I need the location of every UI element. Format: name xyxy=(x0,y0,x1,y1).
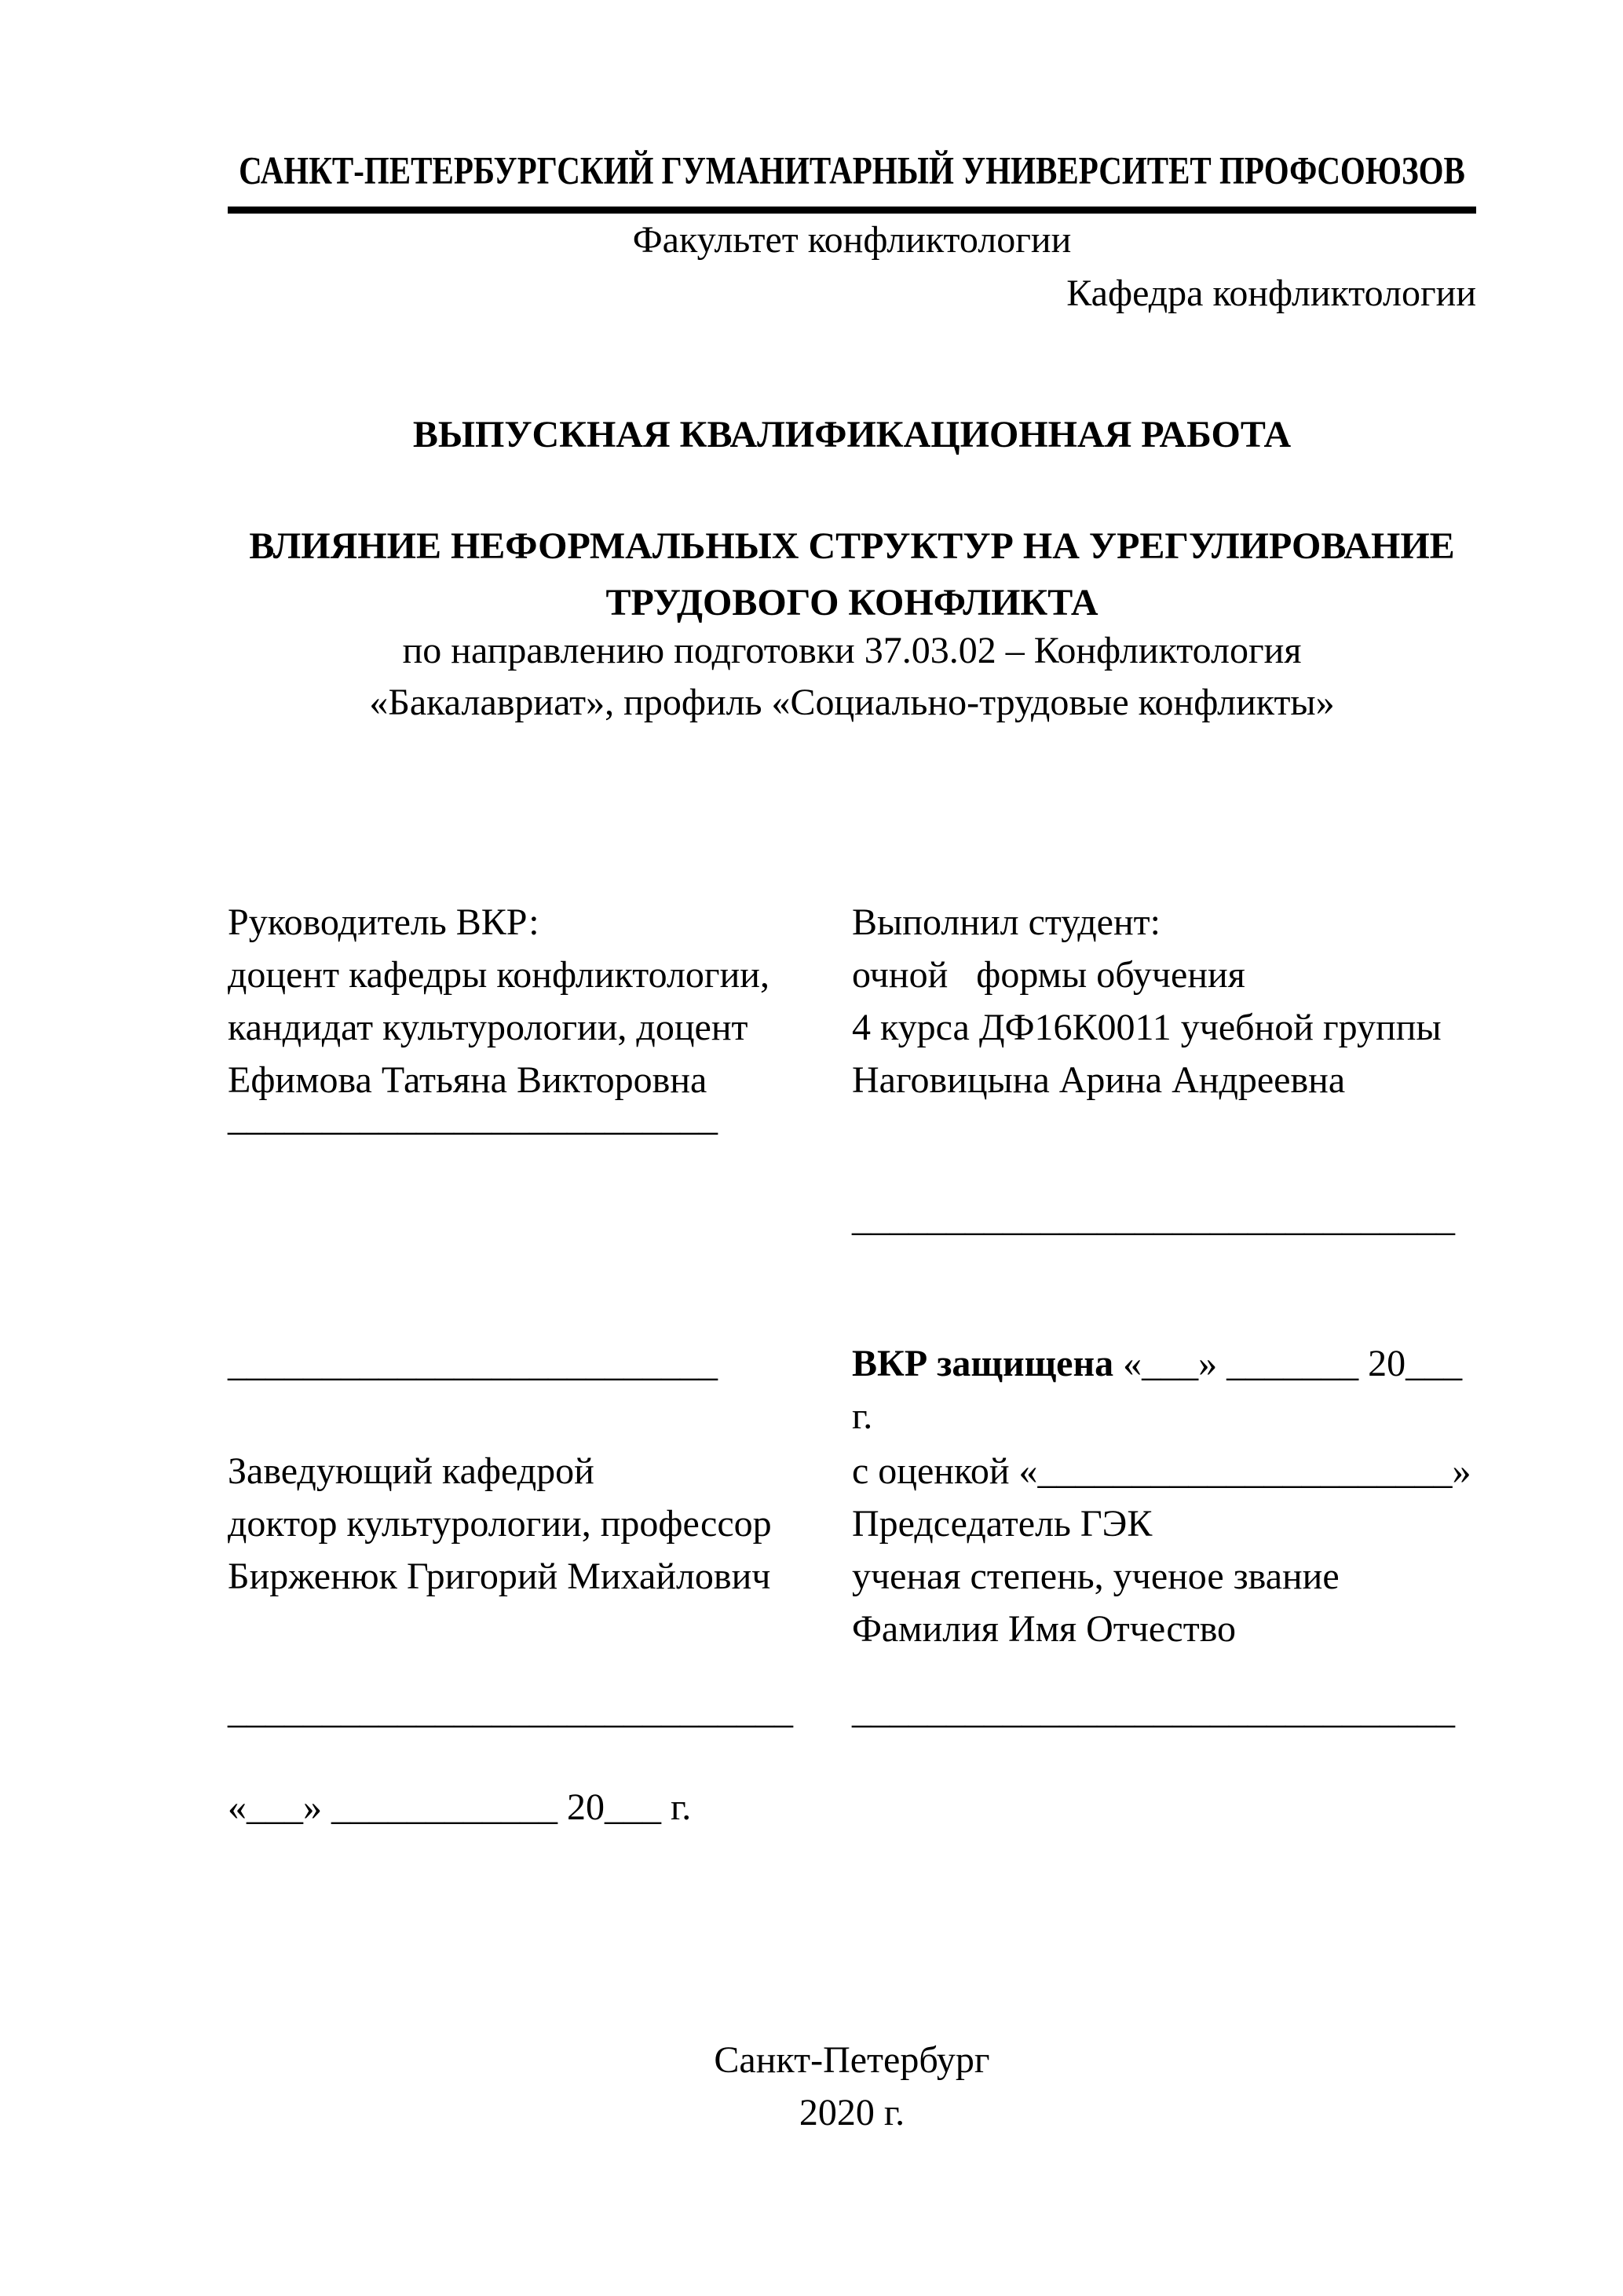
bottom-right-signature-line: ________________________________ xyxy=(852,1690,1455,1731)
supervisor-position-2: кандидат культурологии, доцент xyxy=(228,1007,748,1048)
head-of-department-block xyxy=(228,1445,824,1603)
student-name: Наговицына Арина Андреевна xyxy=(852,1059,1346,1101)
footer-city: Санкт-Петербург xyxy=(714,2039,990,2081)
program-profile: «Бакалавриат», профиль «Социально-трудовые конфликты» xyxy=(369,682,1335,723)
defense-date-line xyxy=(852,1337,1476,1442)
bottom-left-signature-line: ______________________________ xyxy=(228,1690,793,1731)
head-name: Бирженюк Григорий Михайлович xyxy=(228,1556,771,1597)
supervisor-block xyxy=(228,896,824,1106)
supervisor-label: Руководитель ВКР: xyxy=(228,901,539,943)
committee-chair-label: Председатель ГЭК xyxy=(852,1503,1153,1545)
supervisor-signature-line: __________________________ xyxy=(228,1097,718,1139)
student-study-form: очной формы обучения xyxy=(852,954,1245,996)
thesis-title xyxy=(228,518,1476,631)
university-name: САНКТ-ПЕТЕРБУРГСКИЙ ГУМАНИТАРНЫЙ УНИВЕРСИТЕТ ПРОФСОЮЗОВ xyxy=(239,148,1465,192)
date-fill-line: «___» ____________ 20___ г. xyxy=(228,1786,692,1828)
work-type-title: ВЫПУСКНАЯ КВАЛИФИКАЦИОННАЯ РАБОТА xyxy=(412,414,1292,455)
university-header xyxy=(228,148,1476,214)
thesis-title-line2: ТРУДОВОГО КОНФЛИКТА xyxy=(605,582,1098,623)
defense-label: ВКР защищена xyxy=(852,1343,1114,1384)
head-signature-line: __________________________ xyxy=(228,1343,718,1384)
footer-year: 2020 г. xyxy=(799,2092,905,2133)
head-position: доктор культурологии, профессор xyxy=(228,1503,772,1545)
student-block xyxy=(852,896,1476,1106)
department-line: Кафедра конфликтологии xyxy=(1066,272,1476,314)
footer-block xyxy=(228,2034,1476,2139)
grade-committee-block xyxy=(852,1445,1476,1655)
supervisor-name: Ефимова Татьяна Викторовна xyxy=(228,1059,707,1101)
thesis-title-line1: ВЛИЯНИЕ НЕФОРМАЛЬНЫХ СТРУКТУР НА УРЕГУЛИРОВАНИЕ xyxy=(249,525,1455,567)
supervisor-position-1: доцент кафедры конфликтологии, xyxy=(228,954,769,996)
grade-line: с оценкой «______________________» xyxy=(852,1450,1471,1492)
defense-date-blanks: «___» _______ 20___ г. xyxy=(852,1343,1472,1437)
faculty-line: Факультет конфликтологии xyxy=(632,219,1072,261)
program-info xyxy=(228,625,1476,729)
program-direction: по направлению подготовки 37.03.02 – Конфликтология xyxy=(402,630,1302,671)
student-label: Выполнил студент: xyxy=(852,901,1161,943)
committee-degree-line: ученая степень, ученое звание xyxy=(852,1556,1340,1597)
head-label: Заведующий кафедрой xyxy=(228,1450,594,1492)
student-signature-line: ________________________________ xyxy=(852,1197,1455,1239)
student-group: 4 курса ДФ16К0011 учебной группы xyxy=(852,1007,1442,1048)
committee-name-placeholder: Фамилия Имя Отчество xyxy=(852,1608,1237,1650)
